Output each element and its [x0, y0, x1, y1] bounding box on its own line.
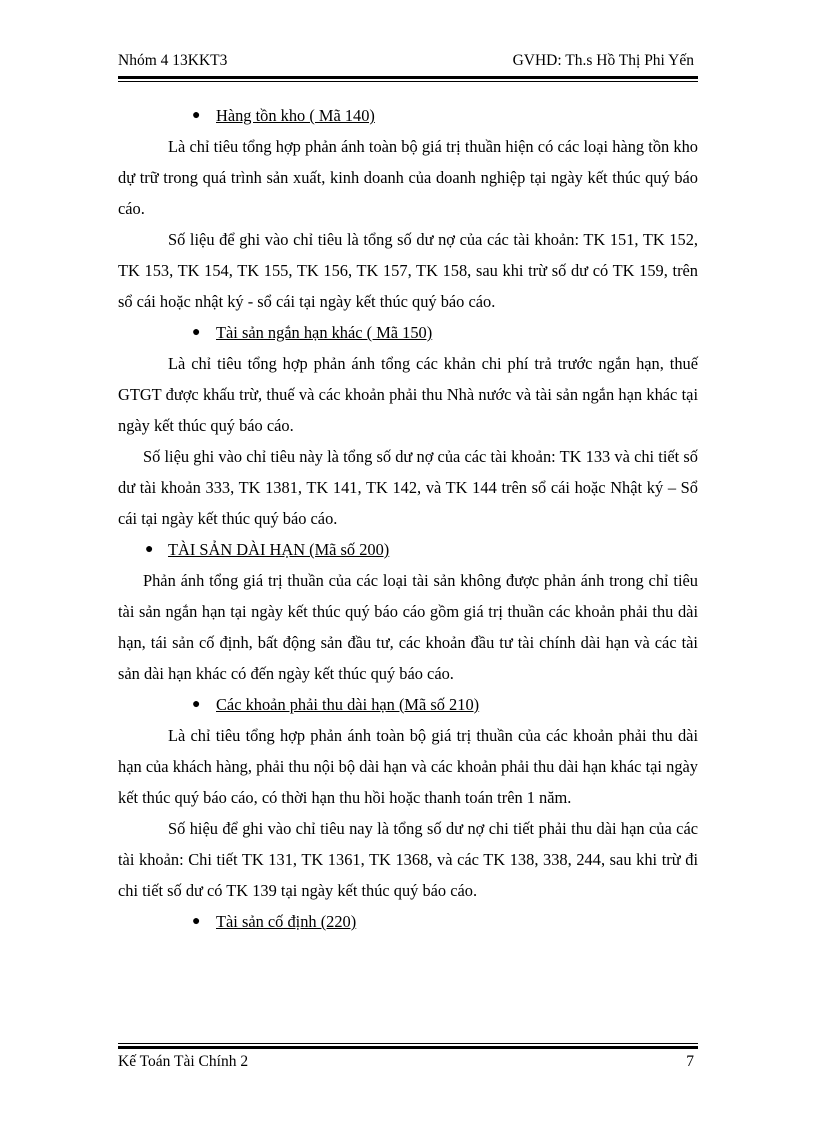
section-heading-other-short-term-assets: ● Tài sản ngắn hạn khác ( Mã 150) — [118, 317, 698, 348]
page-number: 7 — [686, 1053, 694, 1070]
section-heading-inventory: ● Hàng tồn kho ( Mã 140) — [118, 100, 698, 131]
section-heading-long-term-assets: ● TÀI SẢN DÀI HẠN (Mã số 200) — [118, 534, 698, 565]
page-header — [118, 52, 696, 74]
footer-course-title: Kế Toán Tài Chính 2 — [118, 1053, 249, 1070]
section-heading-fixed-assets: ● Tài sản cố định (220) — [118, 906, 698, 937]
paragraph: Là chỉ tiêu tổng hợp phản ánh tổng các khản chi phí trả trước ngắn hạn, thuế GTGT được khấu trừ, thuế và các khoản phải thu Nhà nước và tài sản ngắn hạn khác tại ngày kết thúc quý báo cáo. — [118, 354, 698, 435]
document-body — [118, 100, 698, 937]
footer-rule-thin — [118, 1043, 698, 1044]
page-footer — [118, 1053, 696, 1075]
bullet-icon: ● — [192, 108, 201, 123]
header-rule-thin — [118, 81, 698, 82]
paragraph: Phản ánh tổng giá trị thuần của các loại tài sản không được phản ánh trong chỉ tiêu tài sản ngắn hạn tại ngày kết thúc quý báo cáo gồm giá trị thuần các khoản phải thu dài hạn, tái sản cố định, bất động sản đầu tư, các khoản đầu tư tài chính dài hạn và các tài sản dài hạn khác có đến ngày kết thúc quý báo cáo. — [118, 571, 698, 683]
bullet-icon: ● — [192, 697, 201, 712]
paragraph: Là chỉ tiêu tổng hợp phản ánh toàn bộ giá trị thuần hiện có các loại hàng tồn kho dự trữ trong quá trình sản xuất, kinh doanh của doanh nghiệp tại ngày kết thúc quý báo cáo. — [118, 137, 698, 218]
bullet-icon: ● — [145, 542, 154, 557]
footer-rule-thick — [118, 1046, 698, 1049]
paragraph: Số liệu để ghi vào chỉ tiêu là tổng số dư nợ của các tài khoản: TK 151, TK 152, TK 153, TK 154, TK 155, TK 156, TK 157, TK 158, sau khi trừ số dư có TK 159, trên sổ cái hoặc nhật ký - sổ cái tại ngày kết thúc quý báo cáo. — [118, 230, 698, 311]
header-group: Nhóm 4 13KKT3 — [118, 52, 228, 69]
section-heading-long-term-receivables: ● Các khoản phải thu dài hạn (Mã số 210) — [118, 689, 698, 720]
header-instructor: GVHD: Th.s Hồ Thị Phi Yến — [512, 52, 694, 69]
bullet-icon: ● — [192, 914, 201, 929]
bullet-icon: ● — [192, 325, 201, 340]
paragraph: Là chỉ tiêu tổng hợp phản ánh toàn bộ giá trị thuần của các khoản phải thu dài hạn của khách hàng, phải thu nội bộ dài hạn và các khoản phải thu dài hạn khác tại ngày kết thúc quý báo cáo, có thời hạn thu hồi hoặc thanh toán trên 1 năm. — [118, 726, 698, 807]
paragraph: Số hiệu để ghi vào chỉ tiêu nay là tổng số dư nợ chi tiết phải thu dài hạn của các tài khoản: Chi tiết TK 131, TK 1361, TK 1368, và các TK 138, 338, 244, sau khi trừ đi chi tiết số dư có TK 139 tại ngày kết thúc quý báo cáo. — [118, 819, 698, 900]
paragraph: Số liệu ghi vào chỉ tiêu này là tổng số dư nợ của các tài khoản: TK 133 và chi tiết số dư tài khoản 333, TK 1381, TK 141, TK 142, và TK 144 trên sổ cái hoặc Nhật ký – Sổ cái tại ngày kết thúc quý báo cáo. — [118, 447, 698, 528]
header-rule-thick — [118, 76, 698, 79]
